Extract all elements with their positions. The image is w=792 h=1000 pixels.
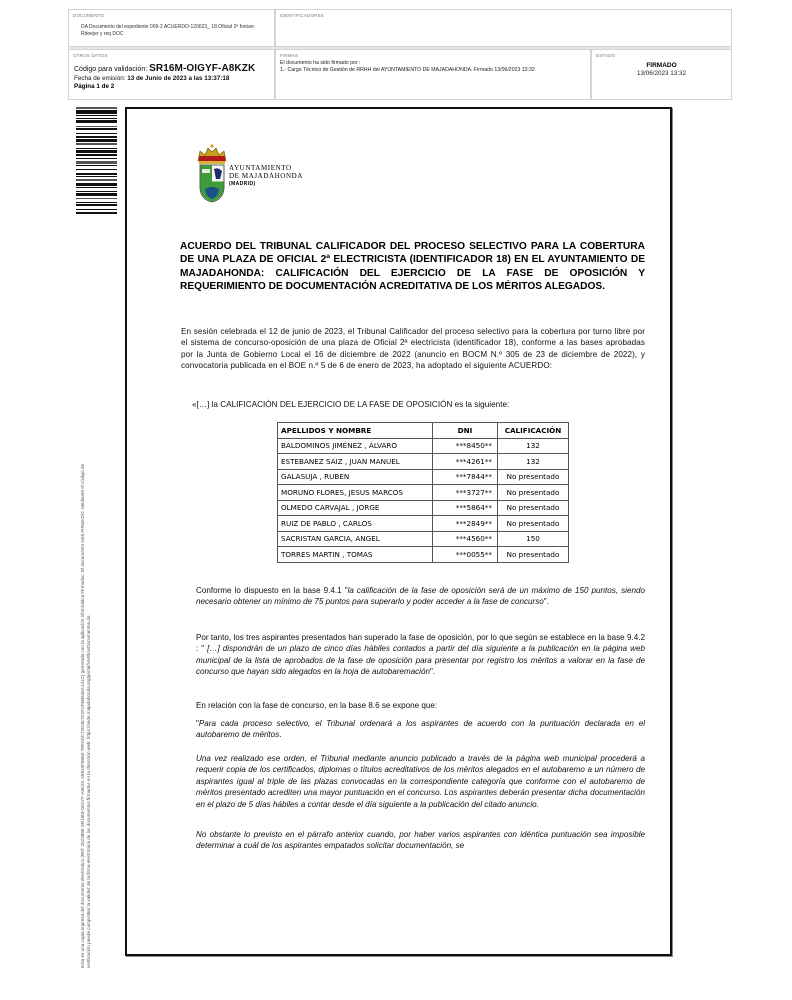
documento-value: DA Documento del expediente 009-2 ACUERDO-120623_ 18.Oficial 2ª fontan-Rdoejer y req DOC [81, 24, 256, 37]
cell-name: TORRES MARTIN , TOMAS [278, 547, 433, 563]
cell-calificacion: 132 [498, 454, 569, 470]
barcode-bar [76, 118, 117, 119]
signature-header [68, 9, 732, 100]
side-text-line-2: verificación puede comprobar la validez de la firma electrónica de los documentos firmados en la dirección web: https://sede.majadahonda.org/portal/VerificarDocumentos.do [86, 615, 91, 968]
document-title: ACUERDO DEL TRIBUNAL CALIFICADOR DEL PROCESO SELECTIVO PARA LA COBERTURA DE UNA PLAZA DE OFICIAL 2ª ELECTRICISTA (IDENTIFICADOR 18) EN EL AYUNTAMIENTO DE MAJADAHONDA: CALIFICACIÓN DEL EJERCICIO DE LA FASE DE OPOSICIÓN Y REQUERIMIENTO DE DOCUMENTACIÓN ACREDITATIVA DE LOS MÉRITOS ALEGADOS. [180, 241, 645, 293]
barcode-bar [76, 209, 117, 210]
documento-box [68, 9, 275, 47]
cell-dni: ***2849** [433, 516, 498, 532]
results-table [277, 422, 569, 563]
barcode-bar [76, 187, 117, 188]
barcode-bar [76, 158, 117, 159]
identificadores-label: IDENTIFICADORES [280, 13, 325, 18]
base-941-end: ". [543, 597, 549, 607]
por-tanto-paragraph [196, 632, 645, 678]
acuerdo-caps: CALIFICACIÓN DEL EJERCICIO DE LA FASE DE OPOSICIÓN [220, 400, 453, 409]
firmas-line-1: El documento ha sido firmado por : [280, 60, 361, 66]
firmas-text [280, 60, 535, 74]
barcode-bar [76, 191, 117, 192]
table-row [278, 500, 569, 516]
emission-date-label: Fecha de emisión: [74, 75, 126, 82]
quote-paragraph-1 [196, 718, 645, 741]
por-tanto-text: Por tanto, los tres aspirantes presentados han superado la fase de oposición, por lo que según se establece en la base 9.4.2 : " [196, 633, 645, 654]
barcode-bar [76, 176, 117, 177]
cell-calificacion: No presentado [498, 500, 569, 516]
documento-label: DOCUMENTO [73, 13, 105, 18]
identificadores-box [275, 9, 732, 47]
quote-paragraph-2 [196, 753, 645, 810]
barcode-bar [76, 150, 117, 153]
barcode-bar [76, 139, 117, 142]
quote-1-text: Para cada proceso selectivo, el Tribunal ordenará a los aspirantes de acuerdo con la puntuación declarada en el autobaremo de méritos [196, 719, 645, 740]
intro-paragraph: En sesión celebrada el 12 de junio de 2023, el Tribunal Calificador del proceso selectivo para la cobertura por turno libre por el sistema de concurso-oposición de una plaza de Oficial 2ª electricista (identificador 18), conforme a las bases aprobadas por la Junta de Gobierno Local el 16 de diciembre de 2022 (anuncio en BOCM N.º 305 de 23 de diciembre de 2022), y convocatoria publicada en el BOE n.º 5 de 6 de enero de 2023, ha adoptado el siguiente ACUERDO: [181, 327, 645, 371]
quote-3-text: No obstante lo previsto en el párrafo anterior cuando, por haber varios aspirantes con idéntica puntuación sea imposible determinar a cuál de los aspirantes empatados solicitar documentación, se [196, 830, 645, 851]
barcode-bar [76, 133, 117, 134]
firmas-line-2: 1.- Cargo Técnico de Gestión de RRHH del AYUNTAMIENTO DE MAJADAHONDA. Firmado 13/06/2023 13:32 [280, 67, 535, 73]
otros-datos-label: OTROS DATOS [73, 53, 108, 58]
cell-calificacion: No presentado [498, 469, 569, 485]
barcode [76, 107, 117, 277]
cell-dni: ***5864** [433, 500, 498, 516]
cell-name: RUIZ DE PABLO , CARLOS [278, 516, 433, 532]
barcode-bar [76, 179, 117, 181]
base-941-text: Conforme lo dispuesto en la base 9.4.1 " [196, 586, 348, 595]
barcode-bar [76, 204, 117, 206]
letterhead-line-2: DE MAJADAHONDA [229, 172, 303, 180]
cell-dni: ***0055** [433, 547, 498, 563]
relacion-paragraph: En relación con la fase de concurso, en la base 8.6 se expone que: [196, 701, 438, 710]
estado-label: ESTADO [596, 53, 616, 58]
por-tanto-end: ". [430, 667, 436, 677]
cell-name: MORUNO FLORES, JESUS MARCOS [278, 485, 433, 501]
cell-calificacion: 150 [498, 531, 569, 547]
cell-dni: ***3727** [433, 485, 498, 501]
acuerdo-suffix: es la siguiente: [452, 400, 510, 409]
header-name: APELLIDOS Y NOMBRE [278, 423, 433, 439]
barcode-bar [76, 154, 117, 156]
header-dni: DNI [433, 423, 498, 439]
barcode-bar [76, 136, 117, 138]
estado-date: 13/06/2023 13:32 [636, 70, 687, 77]
table-row [278, 469, 569, 485]
barcode-bar [76, 143, 117, 145]
header-calificacion: CALIFICACIÓN [498, 423, 569, 439]
barcode-bar [76, 202, 117, 203]
quote-paragraph-3 [196, 829, 645, 852]
table-row [278, 485, 569, 501]
base-941-paragraph [196, 585, 645, 608]
quote-1-open: " [196, 719, 199, 728]
barcode-bar [76, 198, 117, 199]
barcode-bar [76, 193, 117, 196]
estado-status: FIRMADO [646, 62, 677, 69]
barcode-bar [76, 115, 117, 116]
cell-name: BALDOMINOS JIMÉNEZ , ÁLVARO [278, 438, 433, 454]
barcode-bar [76, 120, 117, 123]
barcode-bar [76, 183, 117, 186]
barcode-bar [76, 126, 117, 127]
cell-dni: ***4560** [433, 531, 498, 547]
quote-2-text: Una vez realizado ese orden, el Tribunal mediante anuncio publicado a través de la página web municipal procederá a requerir copia de los certificados, diplomas o títulos acreditativos de los méritos alegados en el autobaremo a un número de aspirantes igual al triple de las plazas convocadas en la correspondiente categoría que conforme con el autobaremo de méritos presentado acrediten una mayor puntuación en el concurso. Los aspirantes deberán presentar dicha documentación en el plazo de 5 días hábiles a contar desde el día siguiente a la publicación del citado anuncio. [196, 754, 645, 809]
table-row [278, 531, 569, 547]
verification-side-text [80, 298, 92, 968]
emission-date [74, 75, 229, 82]
table-header-row [278, 423, 569, 439]
letterhead [229, 164, 303, 188]
barcode-bar [76, 169, 117, 170]
validation-code [74, 63, 255, 74]
acuerdo-intro [192, 399, 612, 410]
base-941-quote: la calificación de la fase de oposición será de un máximo de 150 puntos, siendo necesario obtener un mínimo de 75 puntos para superarlo y poder acceder a la fase de concurso [196, 586, 645, 607]
table-row [278, 454, 569, 470]
table-row [278, 516, 569, 532]
quote-1-end: . [279, 730, 282, 740]
cell-name: ESTEBANEZ SAIZ , JUAN MANUEL [278, 454, 433, 470]
barcode-bar [76, 107, 117, 109]
barcode-bar [76, 148, 117, 149]
barcode-bar [76, 173, 117, 175]
cell-calificacion: 132 [498, 438, 569, 454]
validation-code-label: Código para validación: [74, 66, 148, 73]
table-row [278, 547, 569, 563]
barcode-bar [76, 110, 117, 113]
firmas-label: FIRMAS [280, 53, 299, 58]
table-row [278, 438, 569, 454]
barcode-bar [76, 161, 117, 164]
cell-name: OLMEDO CARVAJAL , JORGE [278, 500, 433, 516]
cell-calificacion: No presentado [498, 547, 569, 563]
cell-name: GALASUJA , RUBEN [278, 469, 433, 485]
validation-code-value: SR16M-OIGYF-A8KZK [149, 63, 256, 74]
cell-dni: ***7844** [433, 469, 498, 485]
cell-name: SACRISTAN GARCIA, ANGEL [278, 531, 433, 547]
barcode-bar [76, 128, 117, 130]
coat-of-arms-logo [196, 143, 228, 205]
barcode-bar [76, 212, 117, 214]
cell-calificacion: No presentado [498, 485, 569, 501]
page-count: Página 1 de 2 [74, 83, 115, 90]
cell-dni: ***4261** [433, 454, 498, 470]
firmas-box [275, 49, 591, 100]
por-tanto-quote: […] dispondrán de un plazo de cinco días hábiles contados a partir del día siguiente a la publicación en la página web municipal de la lista de aprobados de la fase de oposición para presentar por registro los méritos a valorar en la fase de concurso que hayan sido alegados en la hoja de autobaremación [196, 644, 645, 677]
side-text-line-1: Esta es una copia impresa del documento electrónico (Ref: 2623889 SR16M-OIGYF-A8KZK A8910F8060 7RFA0C72D4E7D2F2F6B545A141C) generada con la aplicación informática Firmadoc. El documento está FIRMADO. Mediante el código de [80, 463, 85, 968]
acuerdo-prefix: «[…] la [192, 400, 221, 409]
estado-box [591, 49, 732, 100]
otros-datos-box [68, 49, 275, 100]
cell-dni: ***8450** [433, 438, 498, 454]
letterhead-line-1: AYUNTAMIENTO [229, 164, 292, 172]
emission-date-value: 13 de Junio de 2023 a las 13:37:18 [127, 75, 230, 82]
cell-calificacion: No presentado [498, 516, 569, 532]
letterhead-line-3: (MADRID) [229, 181, 256, 187]
barcode-bar [76, 165, 117, 166]
